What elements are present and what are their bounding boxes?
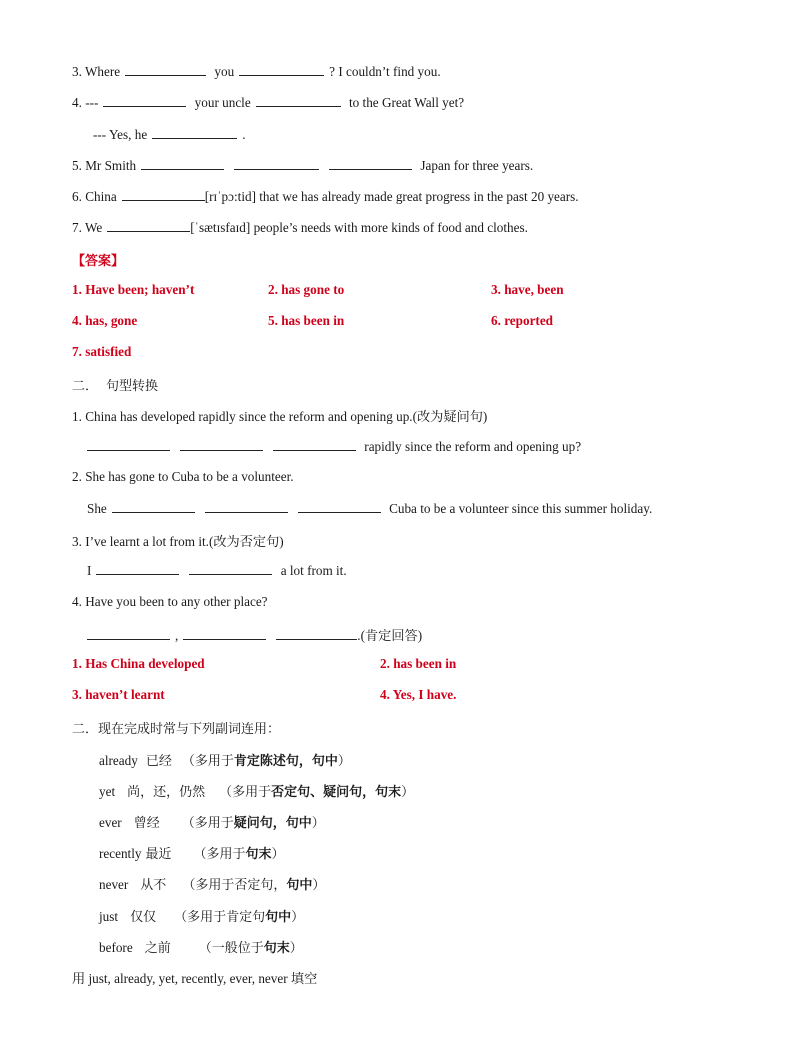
adverb-word: yet [99,784,116,799]
answer-blank[interactable] [298,500,381,513]
adverb-word: recently [99,846,142,861]
adverb-meaning: 已经 [145,754,172,769]
adverb-note: ） [291,910,305,925]
question-text: that we has already made great progress in the past 20 years. [259,189,579,204]
question-7 [72,219,528,236]
adverb-note: （多用于 [219,785,272,800]
question-text: to the Great Wall yet? [349,95,465,110]
answer-blank[interactable] [87,627,170,640]
answer-blank[interactable] [329,157,412,170]
adverb-word: before [99,940,133,955]
question-text: , [175,628,179,643]
question-text: ? I couldn’t find you. [329,64,441,79]
adverb-meaning: 之前 [144,941,171,956]
adverb-note: ） [311,816,325,831]
question-text: .(肯定回答) [357,628,423,643]
adverb-word: already [99,753,138,768]
adverb-note-emphasis: 肯定陈述句，句中 [233,754,338,769]
answer-item: 2. has gone to [268,282,345,297]
question-text: --- Yes, he [93,127,148,142]
answer-blank[interactable] [183,627,266,640]
question-text: 6. China [72,189,117,204]
question-6 [72,188,579,205]
adverb-word: just [99,909,119,924]
question-text: 5. Mr Smith [72,158,137,173]
adverb-meaning: 最近 [145,847,172,862]
adverb-note-emphasis: 句末 [245,847,272,862]
adverb-note: （一般位于 [198,941,264,956]
question-text: you [214,64,235,79]
adverb-meaning: 从不 [140,878,167,893]
adverb-note: ） [271,847,285,862]
answer-blank[interactable] [125,63,206,76]
answer-blank[interactable] [234,157,319,170]
question-4 [72,94,464,111]
adverb-note: （多用于 [193,847,246,862]
section-title: 句型转换 [106,379,159,394]
adverb-note: （多用于 [181,816,234,831]
adverb-row [99,937,303,956]
adverb-note: ） [289,941,303,956]
adverb-note-emphasis: 句中 [265,910,292,925]
phonetic-hint: [rɪˈpɔ:tid] [204,189,256,204]
transform-question-2: 2. She has gone to Cuba to be a volunteer. [72,469,294,484]
question-text: people’s needs with more kinds of food and clothes. [253,220,528,235]
transform-question-3: 3. I’ve learnt a lot from it.(改为否定句) [72,534,284,549]
answer-blank[interactable] [87,438,170,451]
answer-blank[interactable] [256,94,341,107]
question-text: Cuba to be a volunteer since this summer holiday. [389,501,653,516]
adverb-note: （多用于 [181,754,234,769]
adverb-row [99,750,351,769]
adverb-word: ever [99,815,122,830]
transform-question-1: 1. China has developed rapidly since the reform and opening up.(改为疑问句) [72,409,488,424]
answer-blank[interactable] [273,438,356,451]
question-text: 4. --- [72,95,99,110]
answer-item: 6. reported [491,313,554,328]
adverb-note: ） [312,878,326,893]
answer-label: 【答案】 [72,254,125,269]
adverb-note-emphasis: 否定句、疑问句，句末 [271,785,402,800]
answer-blank[interactable] [152,126,237,139]
answer-item: 5. has been in [268,313,345,328]
transform-question-4: 4. Have you been to any other place? [72,594,268,609]
exercise-instruction: 用 just, already, yet, recently, ever, never 填空 [72,971,318,986]
transform-answer-2 [87,500,652,517]
question-text: I [87,563,92,578]
answer-blank[interactable] [205,500,288,513]
adverb-row [99,843,285,862]
question-text: . [242,127,246,142]
question-text: rapidly since the reform and opening up? [364,439,582,454]
transform-answer-3 [87,562,347,579]
adverb-note: ） [401,785,415,800]
adverb-row [99,781,414,800]
answer-blank[interactable] [107,219,190,232]
adverb-meaning: 尚，还，仍然 [127,785,206,800]
answer-item: 2. has been in [380,656,457,671]
transform-answer-1 [82,438,581,455]
section-heading: 二．现在完成时常与下列副词连用： [72,722,281,737]
answer-item: 3. haven’t learnt [72,687,165,702]
answer-blank[interactable] [239,63,324,76]
answer-blank[interactable] [112,500,195,513]
adverb-note: （多用于肯定句 [174,910,266,925]
question-text: a lot from it. [280,563,347,578]
adverb-note-emphasis: 句中 [286,878,313,893]
question-text: 7. We [72,220,103,235]
adverb-note-emphasis: 句末 [263,941,290,956]
question-5 [72,157,533,174]
question-4-reply [93,126,246,143]
question-3 [72,63,441,80]
answer-blank[interactable] [96,562,179,575]
adverb-meaning: 曾经 [133,816,160,831]
answer-blank[interactable] [189,562,272,575]
adverb-note: （多用于否定句， [182,878,287,893]
phonetic-hint: [ˈsætɪsfaɪd] [190,220,251,235]
adverb-row [99,874,325,893]
adverb-meaning: 仅仅 [130,910,157,925]
answer-blank[interactable] [141,157,224,170]
section-number: 二． [72,379,99,394]
answer-item: 1. Have been; haven’t [72,282,195,297]
answer-item: 4. Yes, I have. [380,687,457,702]
adverb-note: ） [337,754,351,769]
answer-blank[interactable] [103,94,186,107]
question-text: 3. Where [72,64,121,79]
answer-item: 7. satisfied [72,344,132,359]
question-text: Japan for three years. [420,158,534,173]
answer-item: 4. has, gone [72,313,138,328]
answer-blank[interactable] [180,438,263,451]
adverb-row [99,906,304,925]
question-text: your uncle [194,95,251,110]
question-text: She [87,501,107,516]
adverb-row [99,812,325,831]
answer-blank[interactable] [276,627,357,640]
answer-blank[interactable] [122,188,205,201]
adverb-note-emphasis: 疑问句，句中 [233,816,312,831]
adverb-word: never [99,877,129,892]
answer-item: 1. Has China developed [72,656,205,671]
transform-answer-4 [82,625,422,644]
answer-item: 3. have, been [491,282,564,297]
section-heading [72,375,158,394]
